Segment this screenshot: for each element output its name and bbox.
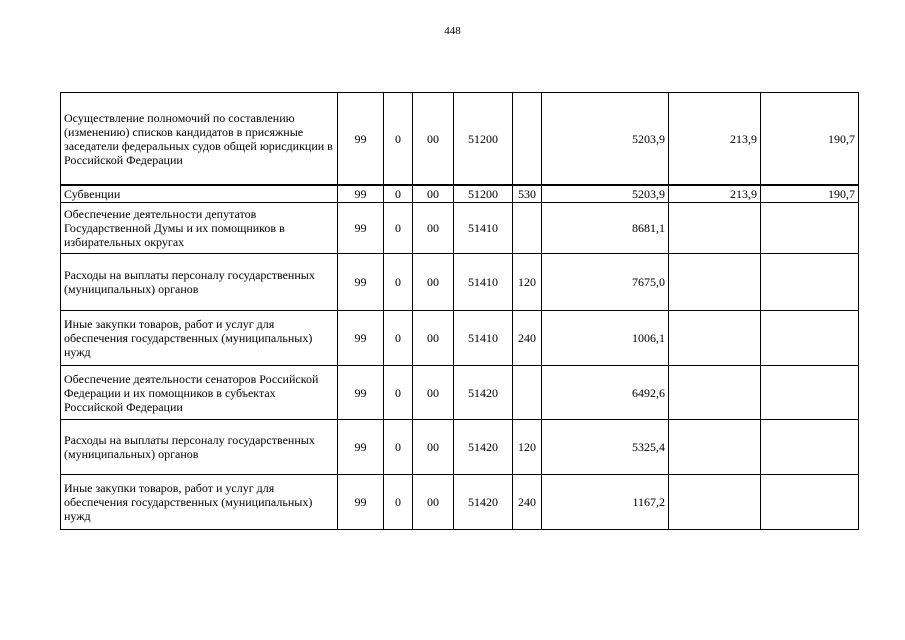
expense-type: 240 [513,475,542,530]
program-code: 99 [338,475,384,530]
table-row [61,420,859,475]
amount-year-3 [761,203,859,254]
program-code: 99 [338,203,384,254]
table-row [61,254,859,311]
table-row [61,185,859,203]
row-name: Иные закупки товаров, работ и услуг для обеспечения государственных (муниципальных) нужд [61,311,338,366]
page-number: 448 [444,25,461,37]
subprogram-code: 0 [384,93,413,186]
amount-year-1: 1167,2 [542,475,669,530]
program-code: 99 [338,420,384,475]
row-name: Обеспечение деятельности сенаторов Российской Федерации и их помощников в субъектах Российской Федерации [61,366,338,420]
subprogram-code: 0 [384,185,413,203]
subprogram-code: 0 [384,366,413,420]
expense-code: 51410 [454,254,513,311]
program-code: 99 [338,366,384,420]
table-row [61,203,859,254]
amount-year-2 [669,311,761,366]
budget-table [60,92,859,530]
subprogram-code: 0 [384,254,413,311]
amount-year-1: 1006,1 [542,311,669,366]
expense-type [513,366,542,420]
amount-year-3: 190,7 [761,185,859,203]
table-row [61,475,859,530]
amount-year-2 [669,475,761,530]
amount-year-1: 8681,1 [542,203,669,254]
direction-code: 00 [413,311,454,366]
subprogram-code: 0 [384,475,413,530]
amount-year-3 [761,254,859,311]
expense-type: 530 [513,185,542,203]
subprogram-code: 0 [384,203,413,254]
amount-year-3: 190,7 [761,93,859,186]
expense-type: 240 [513,311,542,366]
row-name: Иные закупки товаров, работ и услуг для обеспечения государственных (муниципальных) нужд [61,475,338,530]
amount-year-3 [761,475,859,530]
expense-code: 51410 [454,311,513,366]
row-name: Расходы на выплаты персоналу государственных (муниципальных) органов [61,420,338,475]
direction-code: 00 [413,203,454,254]
expense-type: 120 [513,420,542,475]
subprogram-code: 0 [384,420,413,475]
amount-year-1: 7675,0 [542,254,669,311]
program-code: 99 [338,185,384,203]
amount-year-1: 5325,4 [542,420,669,475]
amount-year-2 [669,203,761,254]
direction-code: 00 [413,254,454,311]
amount-year-2: 213,9 [669,185,761,203]
row-name: Расходы на выплаты персоналу государственных (муниципальных) органов [61,254,338,311]
program-code: 99 [338,311,384,366]
row-name: Осуществление полномочий по составлению (изменению) списков кандидатов в присяжные заседатели федеральных судов общей юрисдикции в Российской Федерации [61,93,338,186]
amount-year-1: 5203,9 [542,93,669,186]
table-row [61,311,859,366]
amount-year-3 [761,420,859,475]
amount-year-2: 213,9 [669,93,761,186]
expense-code: 51410 [454,203,513,254]
direction-code: 00 [413,93,454,186]
expense-code: 51200 [454,185,513,203]
expense-type: 120 [513,254,542,311]
direction-code: 00 [413,475,454,530]
amount-year-2 [669,366,761,420]
expense-type [513,93,542,186]
amount-year-1: 5203,9 [542,185,669,203]
expense-code: 51420 [454,420,513,475]
direction-code: 00 [413,420,454,475]
expense-type [513,203,542,254]
row-name: Обеспечение деятельности депутатов Государственной Думы и их помощников в избирательных округах [61,203,338,254]
amount-year-1: 6492,6 [542,366,669,420]
subprogram-code: 0 [384,311,413,366]
table-row [61,366,859,420]
program-code: 99 [338,254,384,311]
expense-code: 51420 [454,475,513,530]
amount-year-2 [669,254,761,311]
direction-code: 00 [413,366,454,420]
table-row [61,93,859,186]
amount-year-3 [761,311,859,366]
row-name: Субвенции [61,185,338,203]
program-code: 99 [338,93,384,186]
expense-code: 51420 [454,366,513,420]
expense-code: 51200 [454,93,513,186]
direction-code: 00 [413,185,454,203]
amount-year-2 [669,420,761,475]
amount-year-3 [761,366,859,420]
